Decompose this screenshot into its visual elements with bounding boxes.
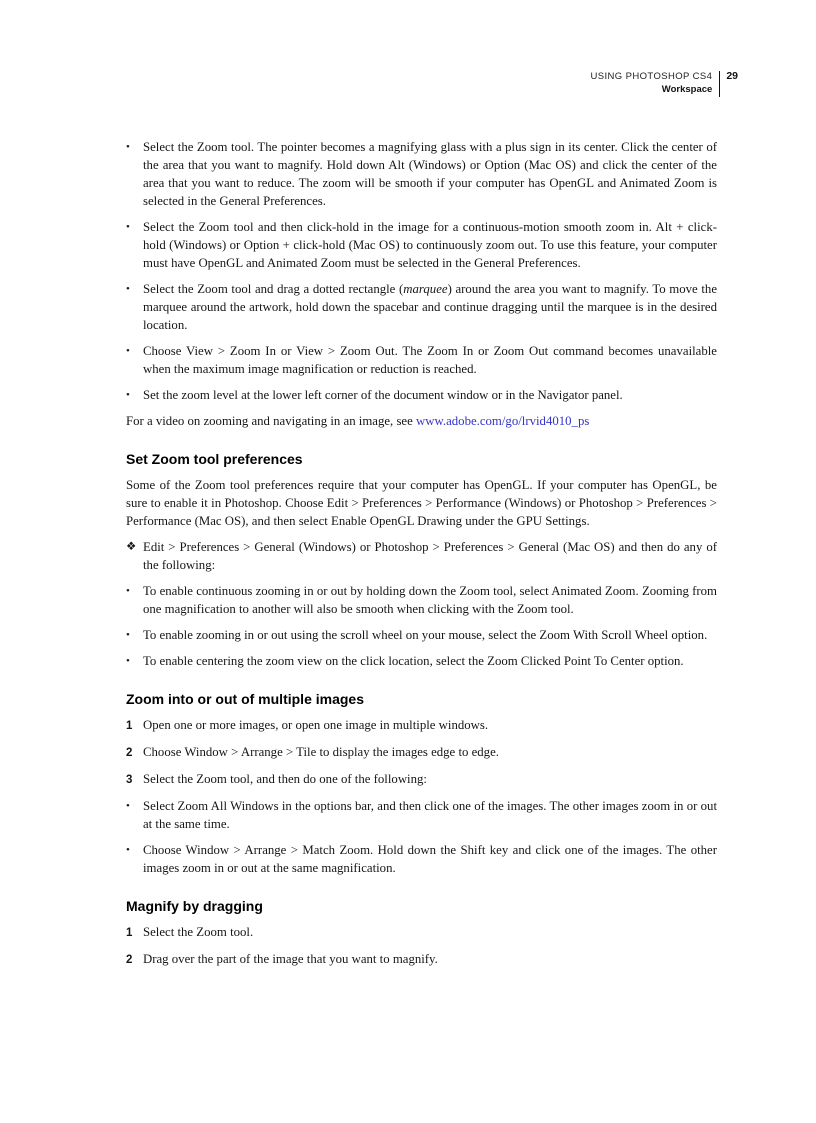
bullet-icon: •: [126, 141, 130, 153]
bullet-icon: •: [126, 283, 130, 295]
video-paragraph-text: For a video on zooming and navigating in an image, see: [126, 414, 416, 428]
step-text: Drag over the part of the image that you want to magnify.: [143, 952, 438, 966]
book-title: USING PHOTOSHOP CS4: [590, 71, 713, 82]
numbered-step: [126, 950, 717, 969]
bullet-text-post: ) around the area you want to magnify. To move the marquee around the artwork, hold down the spacebar and continue dragging until the marquee is in the desired location.: [143, 282, 718, 332]
list-item: [126, 386, 717, 404]
bullet-text: Select the Zoom tool. The pointer becomes a magnifying glass with a plus sign in its center. Click the center of the area that you want to magnify. Hold down Alt (Windows) or Option (Mac OS) and click the center of the area that you want to reduce. The zoom will be smooth if your computer has OpenGL and Animated Zoom is selected in the General Preferences.: [143, 140, 717, 208]
list-item: [126, 280, 717, 334]
heading-set-zoom-tool-preferences: Set Zoom tool preferences: [126, 451, 303, 467]
bullet-text: Select Zoom All Windows in the options bar, and then click one of the images. The other images zoom in or out at the same time.: [143, 799, 717, 831]
bullet-icon: •: [126, 585, 130, 597]
list-item: [126, 652, 717, 670]
bullet-icon: •: [126, 629, 130, 641]
step-number: 1: [126, 720, 133, 732]
bullet-text: [143, 280, 717, 334]
chapter-title: Workspace: [661, 84, 713, 95]
bullet-icon: •: [126, 800, 130, 812]
numbered-step: [126, 743, 717, 762]
video-paragraph: [126, 412, 717, 430]
heading-magnify-by-dragging: Magnify by dragging: [126, 898, 263, 914]
bullet-text: To enable zooming in or out using the scroll wheel on your mouse, select the Zoom With Scroll Wheel option.: [143, 628, 708, 642]
step-number: 1: [126, 927, 133, 939]
bullet-text: Select the Zoom tool and then click-hold in the image for a continuous-motion smooth zoom in. Alt + click-hold (Windows) or Option + click-hold (Mac OS) to continuously zoom out. To use this feature, your computer must have OpenGL and Animated Zoom must be selected in the General Preferences.: [143, 220, 717, 270]
marquee-term: marquee: [403, 282, 448, 296]
list-item: [126, 841, 717, 877]
bullet-icon: •: [126, 844, 130, 856]
page-number: 29: [726, 70, 738, 82]
page-content: [126, 138, 717, 977]
diamond-step-icon: ❖: [126, 541, 137, 553]
bullet-text: To enable continuous zooming in or out by holding down the Zoom tool, select Animated Zoom. Zooming from one magnification to another will also be smooth when clicking with the Zoom tool.: [143, 584, 717, 616]
bullet-icon: •: [126, 389, 130, 401]
step-text: Choose Window > Arrange > Tile to display the images edge to edge.: [143, 745, 499, 759]
step-number: 3: [126, 774, 133, 786]
bullet-icon: •: [126, 221, 130, 233]
list-item: [126, 218, 717, 272]
numbered-step: [126, 716, 717, 735]
heading-zoom-multiple-images: Zoom into or out of multiple images: [126, 691, 364, 707]
bullet-text: To enable centering the zoom view on the click location, select the Zoom Clicked Point To Center option.: [143, 654, 684, 668]
list-item: [126, 138, 717, 210]
running-header-titles: [591, 70, 720, 97]
bullet-text: Set the zoom level at the lower left corner of the document window or in the Navigator panel.: [143, 388, 623, 402]
step-text: Open one or more images, or open one image in multiple windows.: [143, 718, 489, 732]
bullet-text: Choose Window > Arrange > Match Zoom. Hold down the Shift key and click one of the images. The other images zoom in or out at the same magnification.: [143, 843, 717, 875]
list-item: [126, 626, 717, 644]
bullet-icon: •: [126, 345, 130, 357]
list-item: [126, 342, 717, 378]
step-number: 2: [126, 747, 133, 759]
numbered-step: [126, 923, 717, 942]
step-text: Select the Zoom tool, and then do one of the following:: [143, 772, 427, 786]
list-item: [126, 582, 717, 618]
adobe-video-link[interactable]: www.adobe.com/go/lrvid4010_ps: [416, 414, 590, 428]
bullet-text: Choose View > Zoom In or View > Zoom Out. The Zoom In or Zoom Out command becomes unavailable when the maximum image magnification or reduction is reached.: [143, 344, 717, 376]
list-item: [126, 797, 717, 833]
running-header: [591, 70, 739, 97]
bullet-icon: •: [126, 655, 130, 667]
list-item: [126, 538, 717, 574]
numbered-step: [126, 770, 717, 789]
bullet-text-pre: Select the Zoom tool and drag a dotted rectangle (: [143, 282, 404, 296]
step-text: Select the Zoom tool.: [143, 925, 254, 939]
step-number: 2: [126, 954, 133, 966]
preferences-intro-paragraph: Some of the Zoom tool preferences require that your computer has OpenGL. If your computer has OpenGL, be sure to enable it in Photoshop. Choose Edit > Preferences > Performance (Windows) or Photoshop > Preferences > Performance (Mac OS), and then select Enable OpenGL Drawing under the GPU Settings.: [126, 478, 717, 528]
diamond-step-text: Edit > Preferences > General (Windows) or Photoshop > Preferences > General (Mac OS) and then do any of the following:: [143, 540, 717, 572]
